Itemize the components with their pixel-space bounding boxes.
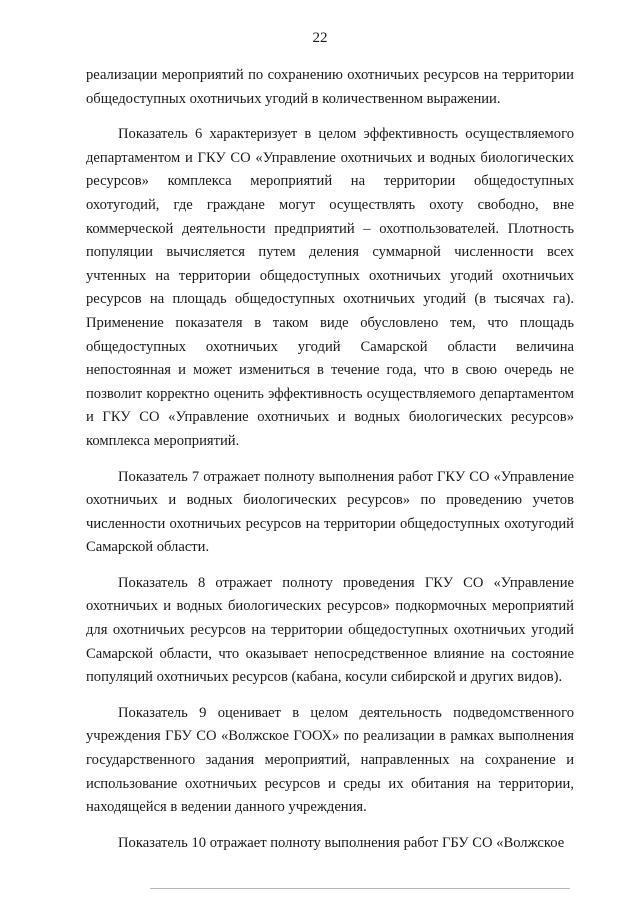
paragraph-indicator-9: Показатель 9 оценивает в целом деятельность подведомственного учреждения ГБУ СО «Волжское ГООХ» по реализации в рамках выполнения государственного задания мероприятий, направленных на сохранение и использование охотничьих ресурсов и среды их обитания на территории, находящейся в ведении данного учреждения.	[86, 704, 574, 816]
scan-edge-line	[150, 888, 570, 889]
paragraph-indicator-8: Показатель 8 отражает полноту проведения ГКУ СО «Управление охотничьих и водных биологических ресурсов» подкормочных мероприятий для охотничьих ресурсов на территории общедоступных охотничьих угодий Самарской области, что оказывает непосредственное влияние на состояние популяций охотничьих ресурсов (кабана, косули сибирской и других видов).	[86, 574, 574, 686]
paragraph-indicator-10: Показатель 10 отражает полноту выполнения работ ГБУ СО «Волжское	[118, 834, 565, 851]
document-body	[86, 64, 574, 867]
paragraph-indicator-6: Показатель 6 характеризует в целом эффективность осуществляемого департаментом и ГКУ СО «Управление охотничьих и водных биологических ресурсов» комплекса мероприятий на территории общедоступных охотугодий, где граждане могут осуществлять охоту свободно, вне коммерческой деятельности предприятий – охотпользователей. Плотность популяции вычисляется путем деления суммарной численности всех учтенных на территории общедоступных охотничьих угодий охотничьих ресурсов на площадь общедоступных охотничьих угодий (в тысячах га). Применение показателя в таком виде обусловлено тем, что площадь общедоступных охотничьих угодий Самарской области величина непостоянная и может измениться в течение года, что в свою очередь не позволит корректно оценить эффективность осуществляемого департаментом и ГКУ СО «Управление охотничьих и водных биологических ресурсов» комплекса мероприятий.	[86, 126, 574, 449]
paragraph-continuation: реализации мероприятий по сохранению охотничьих ресурсов на территории общедоступных охотничьих угодий в количественном выражении.	[86, 67, 574, 107]
paragraph-indicator-7: Показатель 7 отражает полноту выполнения работ ГКУ СО «Управление охотничьих и водных биологических ресурсов» по проведению учетов численности охотничьих ресурсов на территории общедоступных охотугодий Самарской области.	[86, 468, 574, 556]
page-number: 22	[312, 30, 328, 46]
